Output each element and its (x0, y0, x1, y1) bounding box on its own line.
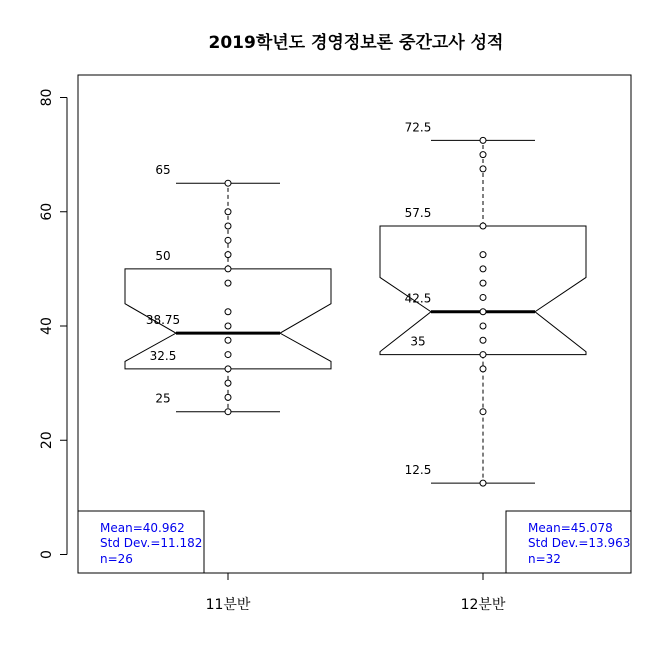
box-group (380, 120, 586, 486)
data-point (480, 280, 486, 286)
stats-n: n=32 (528, 552, 561, 566)
data-point (225, 266, 231, 272)
value-label-whisker-high: 65 (155, 163, 171, 178)
value-label-whisker-high: 72.5 (404, 120, 432, 135)
x-tick-label: 12분반 (460, 597, 506, 613)
data-point (480, 409, 486, 415)
value-label-whisker-low: 25 (155, 391, 171, 406)
value-label-q1: 32.5 (149, 348, 177, 363)
data-point (225, 366, 231, 372)
value-label-median: 42.5 (404, 291, 432, 306)
y-tick-label: 0 (39, 550, 55, 559)
value-label-median: 38.75 (145, 313, 181, 328)
data-point (225, 409, 231, 415)
data-point (480, 323, 486, 329)
data-point (480, 266, 486, 272)
data-point (480, 137, 486, 143)
data-point (480, 152, 486, 158)
x-axis (206, 573, 506, 613)
data-point (225, 352, 231, 358)
data-point (225, 252, 231, 258)
data-point (480, 223, 486, 229)
data-point (225, 323, 231, 329)
stats-mean: Mean=40.962 (100, 521, 185, 535)
y-tick-label: 60 (39, 202, 55, 221)
stats-box (78, 511, 204, 573)
data-point (225, 309, 231, 315)
stats-mean: Mean=45.078 (528, 521, 613, 535)
data-point (225, 180, 231, 186)
data-point (225, 380, 231, 386)
value-label-q3: 57.5 (404, 206, 432, 221)
data-point (480, 480, 486, 486)
data-point (225, 280, 231, 286)
y-tick-label: 40 (39, 317, 55, 335)
stats-sd: Std Dev.=11.182 (100, 536, 203, 550)
data-point (480, 352, 486, 358)
value-label-q1: 35 (410, 334, 426, 349)
stats-legends (78, 511, 631, 573)
y-axis (39, 89, 67, 559)
y-tick-label: 20 (39, 431, 55, 450)
data-point (225, 394, 231, 400)
data-point (480, 366, 486, 372)
data-point (480, 337, 486, 343)
stats-sd: Std Dev.=13.963 (528, 536, 631, 550)
data-point (480, 309, 486, 315)
data-point (225, 223, 231, 229)
boxes (125, 120, 586, 486)
stats-box (506, 511, 631, 573)
data-point (480, 166, 486, 172)
data-point (225, 209, 231, 215)
data-point (480, 294, 486, 300)
value-label-q3: 50 (155, 248, 171, 263)
value-label-whisker-low: 12.5 (404, 463, 432, 478)
x-tick-label: 11분반 (205, 597, 251, 613)
box-group (125, 163, 331, 415)
stats-n: n=26 (100, 552, 133, 566)
y-tick-label: 80 (39, 88, 55, 107)
data-point (225, 237, 231, 243)
chart-title: 2019학년도 경영정보론 중간고사 성적 (208, 33, 504, 53)
data-point (480, 252, 486, 258)
data-point (225, 337, 231, 343)
